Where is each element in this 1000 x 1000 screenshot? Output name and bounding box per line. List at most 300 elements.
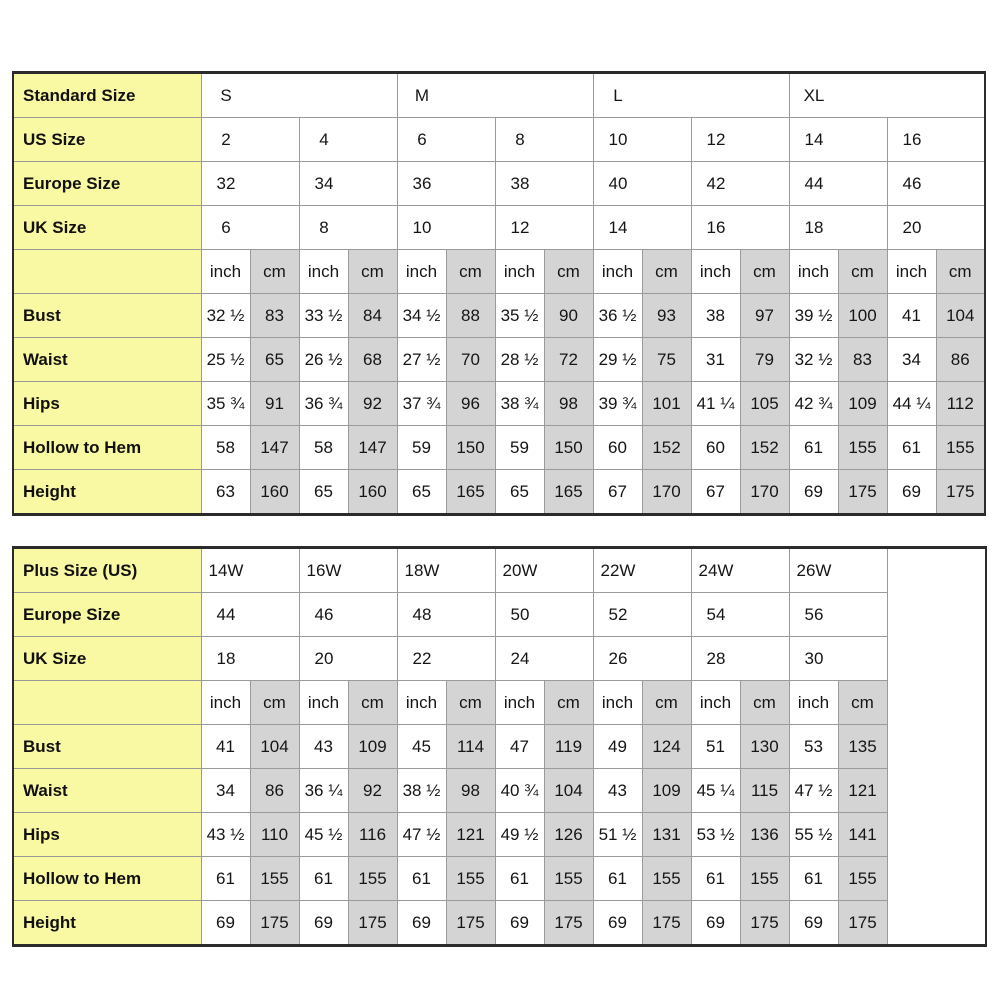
row-label: Hips <box>13 813 201 857</box>
size-cell <box>691 118 789 162</box>
size-cell <box>593 593 691 637</box>
size-cell <box>495 162 593 206</box>
unit-cell: cm <box>544 250 593 294</box>
row-label: Bust <box>13 725 201 769</box>
size-value: 18 <box>216 648 236 668</box>
unit-cell: inch <box>593 250 642 294</box>
value-cell: 96 <box>446 382 495 426</box>
value-cell: 175 <box>544 901 593 946</box>
value-cell: 61 <box>887 426 936 470</box>
size-cell <box>495 206 593 250</box>
value-cell: 40 ¾ <box>495 769 544 813</box>
value-cell: 109 <box>348 725 397 769</box>
plus-size-table <box>12 546 987 947</box>
value-cell: 47 <box>495 725 544 769</box>
value-cell: 32 ½ <box>789 338 838 382</box>
unit-cell: inch <box>789 681 838 725</box>
size-cell <box>299 548 397 593</box>
size-row <box>13 73 985 118</box>
value-cell: 155 <box>740 857 789 901</box>
unit-cell: inch <box>397 681 446 725</box>
value-cell: 69 <box>397 901 446 946</box>
value-cell: 165 <box>544 470 593 515</box>
measure-row <box>13 338 985 382</box>
size-cell <box>397 593 495 637</box>
row-label: Europe Size <box>13 162 201 206</box>
unit-cell: cm <box>936 250 985 294</box>
size-value: 44 <box>804 173 824 193</box>
value-cell: 115 <box>740 769 789 813</box>
value-cell: 105 <box>740 382 789 426</box>
row-label: US Size <box>13 118 201 162</box>
size-value: 18 <box>804 217 824 237</box>
row-label: Bust <box>13 294 201 338</box>
value-cell: 61 <box>397 857 446 901</box>
value-cell: 65 <box>299 470 348 515</box>
value-cell: 68 <box>348 338 397 382</box>
measure-row <box>13 426 985 470</box>
size-cell <box>397 548 495 593</box>
measure-row <box>13 769 986 813</box>
value-cell: 34 ½ <box>397 294 446 338</box>
size-cell <box>593 162 691 206</box>
unit-cell: inch <box>201 250 250 294</box>
value-cell: 27 ½ <box>397 338 446 382</box>
value-cell: 36 ¾ <box>299 382 348 426</box>
value-cell: 36 ¼ <box>299 769 348 813</box>
unit-cell: inch <box>495 681 544 725</box>
size-cell <box>691 593 789 637</box>
size-value: 24W <box>698 560 734 580</box>
value-cell: 53 ½ <box>691 813 740 857</box>
value-cell: 98 <box>544 382 593 426</box>
value-cell: 155 <box>250 857 299 901</box>
value-cell: 69 <box>789 470 838 515</box>
value-cell: 39 ¾ <box>593 382 642 426</box>
value-cell: 175 <box>936 470 985 515</box>
value-cell: 34 <box>201 769 250 813</box>
size-value: 40 <box>608 173 628 193</box>
value-cell: 45 ¼ <box>691 769 740 813</box>
size-value: 46 <box>314 604 334 624</box>
value-cell: 36 ½ <box>593 294 642 338</box>
unit-cell: cm <box>740 250 789 294</box>
value-cell: 69 <box>299 901 348 946</box>
value-cell: 25 ½ <box>201 338 250 382</box>
unit-cell: inch <box>299 250 348 294</box>
value-cell: 55 ½ <box>789 813 838 857</box>
value-cell: 160 <box>250 470 299 515</box>
value-cell: 155 <box>446 857 495 901</box>
unit-cell: inch <box>201 681 250 725</box>
unit-cell: inch <box>691 250 740 294</box>
value-cell: 35 ½ <box>495 294 544 338</box>
value-cell: 110 <box>250 813 299 857</box>
size-value: XL <box>803 85 825 105</box>
value-cell: 121 <box>838 769 887 813</box>
size-value: 56 <box>804 604 824 624</box>
size-cell <box>887 162 985 206</box>
value-cell: 69 <box>593 901 642 946</box>
value-cell: 116 <box>348 813 397 857</box>
unit-cell: cm <box>740 681 789 725</box>
size-value: M <box>414 85 430 105</box>
size-row <box>13 548 986 593</box>
size-value: 14 <box>608 217 628 237</box>
size-value: 26W <box>796 560 832 580</box>
row-label: Plus Size (US) <box>13 548 201 593</box>
unit-cell: inch <box>299 681 348 725</box>
value-cell: 175 <box>250 901 299 946</box>
value-cell: 37 ¾ <box>397 382 446 426</box>
value-cell: 45 <box>397 725 446 769</box>
value-cell: 59 <box>495 426 544 470</box>
size-value: 12 <box>510 217 530 237</box>
value-cell: 147 <box>250 426 299 470</box>
unit-row <box>13 250 985 294</box>
value-cell: 109 <box>838 382 887 426</box>
size-cell <box>397 73 593 118</box>
value-cell: 150 <box>446 426 495 470</box>
row-label: Europe Size <box>13 593 201 637</box>
size-row <box>13 637 986 681</box>
row-label: Height <box>13 470 201 515</box>
value-cell: 58 <box>299 426 348 470</box>
value-cell: 51 <box>691 725 740 769</box>
size-cell <box>691 548 789 593</box>
value-cell: 97 <box>740 294 789 338</box>
value-cell: 61 <box>789 857 838 901</box>
size-value: 10 <box>412 217 432 237</box>
value-cell: 131 <box>642 813 691 857</box>
value-cell: 170 <box>642 470 691 515</box>
size-cell <box>593 73 789 118</box>
size-value: 14W <box>208 560 244 580</box>
size-row <box>13 162 985 206</box>
value-cell: 47 ½ <box>397 813 446 857</box>
size-value: 36 <box>412 173 432 193</box>
value-cell: 147 <box>348 426 397 470</box>
size-cell <box>789 73 985 118</box>
unit-cell: cm <box>642 681 691 725</box>
value-cell: 43 <box>593 769 642 813</box>
row-label: Hollow to Hem <box>13 857 201 901</box>
value-cell: 92 <box>348 382 397 426</box>
value-cell: 165 <box>446 470 495 515</box>
unit-cell: cm <box>250 681 299 725</box>
value-cell: 93 <box>642 294 691 338</box>
value-cell: 155 <box>348 857 397 901</box>
unit-cell: cm <box>446 250 495 294</box>
size-value: 6 <box>417 129 427 149</box>
value-cell: 58 <box>201 426 250 470</box>
unit-cell: cm <box>838 681 887 725</box>
value-cell: 61 <box>593 857 642 901</box>
value-cell: 63 <box>201 470 250 515</box>
value-cell: 41 <box>887 294 936 338</box>
size-cell <box>593 118 691 162</box>
row-label: UK Size <box>13 206 201 250</box>
size-cell <box>789 548 887 593</box>
size-value: 20W <box>502 560 538 580</box>
row-label <box>13 250 201 294</box>
size-cell <box>397 162 495 206</box>
value-cell: 104 <box>250 725 299 769</box>
row-label: Height <box>13 901 201 946</box>
row-label: UK Size <box>13 637 201 681</box>
row-label <box>13 681 201 725</box>
value-cell: 35 ¾ <box>201 382 250 426</box>
size-cell <box>495 637 593 681</box>
value-cell: 60 <box>691 426 740 470</box>
value-cell: 42 ¾ <box>789 382 838 426</box>
size-cell <box>789 118 887 162</box>
value-cell: 65 <box>495 470 544 515</box>
row-label: Hollow to Hem <box>13 426 201 470</box>
size-cell <box>691 637 789 681</box>
value-cell: 34 <box>887 338 936 382</box>
size-cell <box>789 206 887 250</box>
size-value: L <box>613 85 623 105</box>
value-cell: 43 <box>299 725 348 769</box>
value-cell: 175 <box>838 470 887 515</box>
unit-cell: cm <box>544 681 593 725</box>
value-cell: 69 <box>495 901 544 946</box>
measure-row <box>13 901 986 946</box>
value-cell: 86 <box>936 338 985 382</box>
value-cell: 60 <box>593 426 642 470</box>
value-cell: 155 <box>544 857 593 901</box>
size-cell <box>299 162 397 206</box>
value-cell: 114 <box>446 725 495 769</box>
measure-row <box>13 725 986 769</box>
size-value: 42 <box>706 173 726 193</box>
value-cell: 98 <box>446 769 495 813</box>
row-label: Waist <box>13 338 201 382</box>
size-cell <box>201 118 299 162</box>
size-cell <box>201 637 299 681</box>
size-value: 34 <box>314 173 334 193</box>
value-cell: 150 <box>544 426 593 470</box>
value-cell: 38 ¾ <box>495 382 544 426</box>
size-row <box>13 206 985 250</box>
size-value: 8 <box>515 129 525 149</box>
value-cell: 155 <box>642 857 691 901</box>
value-cell: 79 <box>740 338 789 382</box>
value-cell: 69 <box>887 470 936 515</box>
value-cell: 49 ½ <box>495 813 544 857</box>
size-cell <box>201 593 299 637</box>
size-cell <box>495 593 593 637</box>
size-cell <box>593 548 691 593</box>
value-cell: 65 <box>250 338 299 382</box>
size-value: 8 <box>319 217 329 237</box>
empty-cell <box>887 548 986 946</box>
value-cell: 72 <box>544 338 593 382</box>
value-cell: 170 <box>740 470 789 515</box>
unit-cell: cm <box>642 250 691 294</box>
size-cell <box>789 593 887 637</box>
size-value: 32 <box>216 173 236 193</box>
size-value: 52 <box>608 604 628 624</box>
unit-cell: cm <box>838 250 887 294</box>
value-cell: 67 <box>691 470 740 515</box>
size-cell <box>299 593 397 637</box>
value-cell: 69 <box>789 901 838 946</box>
size-value: 16 <box>902 129 922 149</box>
standard-size-table <box>12 71 986 516</box>
size-value: 46 <box>902 173 922 193</box>
value-cell: 88 <box>446 294 495 338</box>
unit-cell: inch <box>789 250 838 294</box>
value-cell: 130 <box>740 725 789 769</box>
size-cell <box>299 637 397 681</box>
value-cell: 26 ½ <box>299 338 348 382</box>
size-value: 18W <box>404 560 440 580</box>
unit-row <box>13 681 986 725</box>
size-cell <box>691 162 789 206</box>
value-cell: 44 ¼ <box>887 382 936 426</box>
value-cell: 75 <box>642 338 691 382</box>
size-value: 2 <box>221 129 231 149</box>
value-cell: 119 <box>544 725 593 769</box>
size-value: 14 <box>804 129 824 149</box>
value-cell: 124 <box>642 725 691 769</box>
size-value: 26 <box>608 648 628 668</box>
value-cell: 136 <box>740 813 789 857</box>
value-cell: 175 <box>446 901 495 946</box>
value-cell: 126 <box>544 813 593 857</box>
unit-cell: cm <box>348 681 397 725</box>
size-cell <box>201 73 397 118</box>
value-cell: 49 <box>593 725 642 769</box>
value-cell: 67 <box>593 470 642 515</box>
size-cell <box>397 637 495 681</box>
value-cell: 155 <box>936 426 985 470</box>
value-cell: 141 <box>838 813 887 857</box>
unit-cell: inch <box>887 250 936 294</box>
size-value: 30 <box>804 648 824 668</box>
size-value: 4 <box>319 129 329 149</box>
size-value: 10 <box>608 129 628 149</box>
measure-row <box>13 382 985 426</box>
value-cell: 53 <box>789 725 838 769</box>
value-cell: 41 <box>201 725 250 769</box>
size-value: 22 <box>412 648 432 668</box>
value-cell: 38 <box>691 294 740 338</box>
value-cell: 28 ½ <box>495 338 544 382</box>
size-cell <box>397 118 495 162</box>
value-cell: 90 <box>544 294 593 338</box>
value-cell: 51 ½ <box>593 813 642 857</box>
value-cell: 83 <box>250 294 299 338</box>
value-cell: 104 <box>544 769 593 813</box>
value-cell: 69 <box>201 901 250 946</box>
value-cell: 175 <box>838 901 887 946</box>
size-value: 44 <box>216 604 236 624</box>
size-value: 24 <box>510 648 530 668</box>
measure-row <box>13 813 986 857</box>
value-cell: 109 <box>642 769 691 813</box>
unit-cell: cm <box>250 250 299 294</box>
value-cell: 92 <box>348 769 397 813</box>
size-row <box>13 118 985 162</box>
size-value: 54 <box>706 604 726 624</box>
value-cell: 45 ½ <box>299 813 348 857</box>
size-row <box>13 593 986 637</box>
value-cell: 104 <box>936 294 985 338</box>
size-value: 6 <box>221 217 231 237</box>
unit-cell: inch <box>691 681 740 725</box>
size-value: 20 <box>902 217 922 237</box>
size-cell <box>789 162 887 206</box>
value-cell: 101 <box>642 382 691 426</box>
size-value: 20 <box>314 648 334 668</box>
value-cell: 91 <box>250 382 299 426</box>
row-label: Hips <box>13 382 201 426</box>
size-value: 50 <box>510 604 530 624</box>
size-value: 48 <box>412 604 432 624</box>
size-value: 16W <box>306 560 342 580</box>
size-cell <box>691 206 789 250</box>
row-label: Waist <box>13 769 201 813</box>
value-cell: 160 <box>348 470 397 515</box>
size-value: 22W <box>600 560 636 580</box>
size-cell <box>593 206 691 250</box>
value-cell: 59 <box>397 426 446 470</box>
value-cell: 41 ¼ <box>691 382 740 426</box>
unit-cell: inch <box>593 681 642 725</box>
value-cell: 135 <box>838 725 887 769</box>
value-cell: 100 <box>838 294 887 338</box>
value-cell: 121 <box>446 813 495 857</box>
size-cell <box>887 206 985 250</box>
value-cell: 112 <box>936 382 985 426</box>
measure-row <box>13 294 985 338</box>
size-value: 38 <box>510 173 530 193</box>
value-cell: 31 <box>691 338 740 382</box>
size-value: 12 <box>706 129 726 149</box>
size-cell <box>201 162 299 206</box>
size-cell <box>887 118 985 162</box>
value-cell: 47 ½ <box>789 769 838 813</box>
value-cell: 43 ½ <box>201 813 250 857</box>
unit-cell: inch <box>397 250 446 294</box>
size-cell <box>397 206 495 250</box>
size-cell <box>789 637 887 681</box>
value-cell: 155 <box>838 857 887 901</box>
measure-row <box>13 470 985 515</box>
value-cell: 61 <box>201 857 250 901</box>
size-cell <box>593 637 691 681</box>
value-cell: 175 <box>348 901 397 946</box>
size-cell <box>495 118 593 162</box>
size-cell <box>201 206 299 250</box>
value-cell: 152 <box>740 426 789 470</box>
value-cell: 175 <box>642 901 691 946</box>
value-cell: 155 <box>838 426 887 470</box>
unit-cell: inch <box>495 250 544 294</box>
size-cell <box>299 206 397 250</box>
unit-cell: cm <box>446 681 495 725</box>
size-value: 16 <box>706 217 726 237</box>
value-cell: 152 <box>642 426 691 470</box>
size-cell <box>299 118 397 162</box>
value-cell: 69 <box>691 901 740 946</box>
unit-cell: cm <box>348 250 397 294</box>
value-cell: 84 <box>348 294 397 338</box>
value-cell: 33 ½ <box>299 294 348 338</box>
